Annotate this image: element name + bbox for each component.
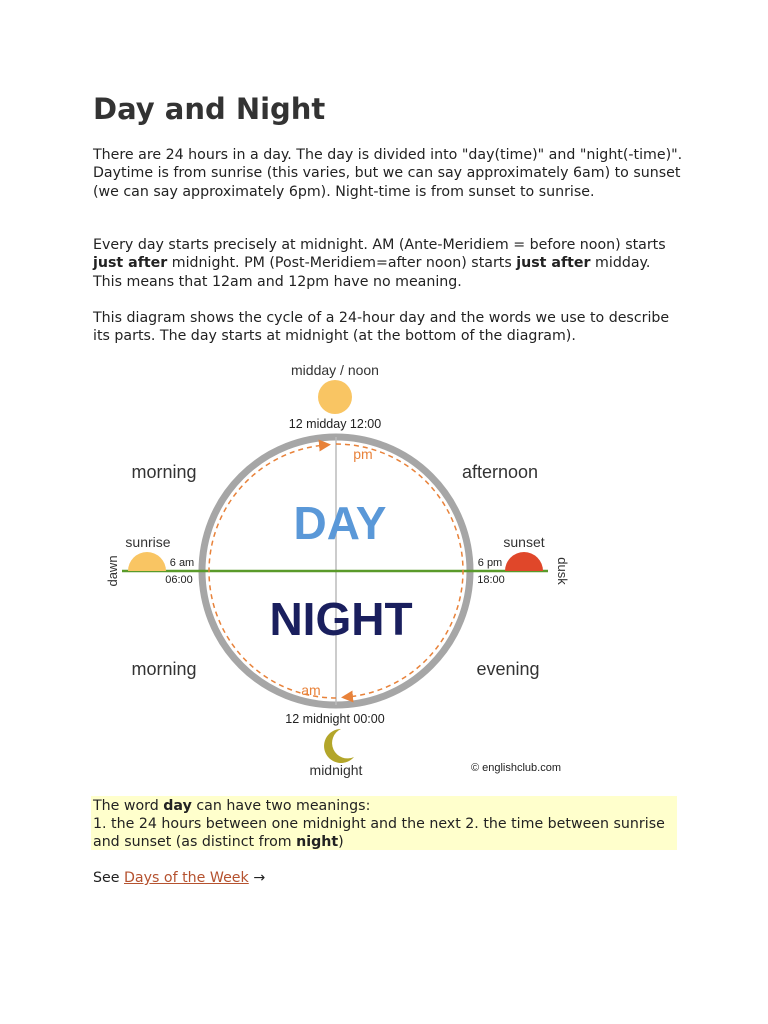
am-label: am [301, 682, 321, 698]
copyright-credit: © englishclub.com [470, 762, 562, 774]
day-bold: day [163, 798, 192, 814]
day-meaning-note [91, 796, 677, 850]
day-label: DAY [293, 497, 387, 549]
sunrise-label: sunrise [125, 534, 171, 550]
midnight-label: midnight [309, 762, 363, 778]
six-am-24h-label: 06:00 [165, 574, 193, 586]
just-after-bold-2: just after [516, 255, 591, 272]
sunrise-icon [128, 552, 166, 571]
see-prefix: See [93, 870, 124, 886]
note-text-4: ) [338, 834, 344, 850]
morning-bottom-label: morning [131, 659, 197, 679]
am-pm-text-3: midday. This means that 12am and 12pm have no meaning. [93, 255, 651, 290]
note-line-2 [93, 815, 675, 851]
just-after-bold-1: just after [93, 255, 168, 272]
diagram-intro-paragraph: This diagram shows the cycle of a 24-hour day and the words we use to describe its parts. The day starts at midnight (at the bottom of the diagram). [93, 310, 670, 345]
midnight-time-label: 12 midnight 00:00 [285, 712, 385, 726]
moon-icon [324, 729, 354, 763]
morning-top-label: morning [131, 462, 197, 482]
midday-time-label: 12 midday 12:00 [288, 417, 382, 431]
right-arrow-icon: → [253, 870, 266, 886]
evening-label: evening [476, 659, 540, 679]
afternoon-label: afternoon [461, 462, 539, 482]
am-pm-paragraph [93, 236, 683, 291]
days-of-week-link[interactable]: Days of the Week [123, 870, 249, 886]
six-pm-label: 6 pm [477, 557, 503, 569]
note-text-3: 1. the 24 hours between one midnight and the next 2. the time between sunrise and sunset (as distinct from [93, 816, 665, 850]
note-text-1: The word [93, 798, 164, 814]
six-pm-24h-label: 18:00 [477, 574, 505, 586]
am-pm-text-2: midnight. PM (Post-Meridiem=after noon) starts [167, 255, 517, 272]
note-line-1 [93, 797, 675, 815]
sunset-label: sunset [503, 534, 545, 550]
dawn-label: dawn [105, 555, 120, 587]
page-title: Day and Night [93, 92, 326, 126]
night-bold: night [296, 834, 339, 850]
sun-icon [318, 380, 352, 414]
intro-paragraph: There are 24 hours in a day. The day is divided into "day(time)" and "night(-time)". Daytime is from sunrise (this varies, but we can say approximately 6am) to sunset (we can say approximately 6pm). Night-time is from sunset to sunrise. [93, 147, 683, 200]
six-am-label: 6 am [169, 557, 195, 569]
night-label: NIGHT [269, 593, 413, 645]
pm-label: pm [353, 446, 373, 462]
see-also [93, 869, 265, 887]
note-text-2: can have two meanings: [191, 798, 371, 814]
am-pm-text-1: Every day starts precisely at midnight. AM (Ante-Meridiem = before noon) starts [93, 237, 666, 253]
midday-noon-label: midday / noon [291, 362, 379, 378]
sunset-icon [505, 552, 543, 571]
dusk-label: dusk [555, 557, 570, 585]
day-night-diagram [100, 355, 580, 785]
